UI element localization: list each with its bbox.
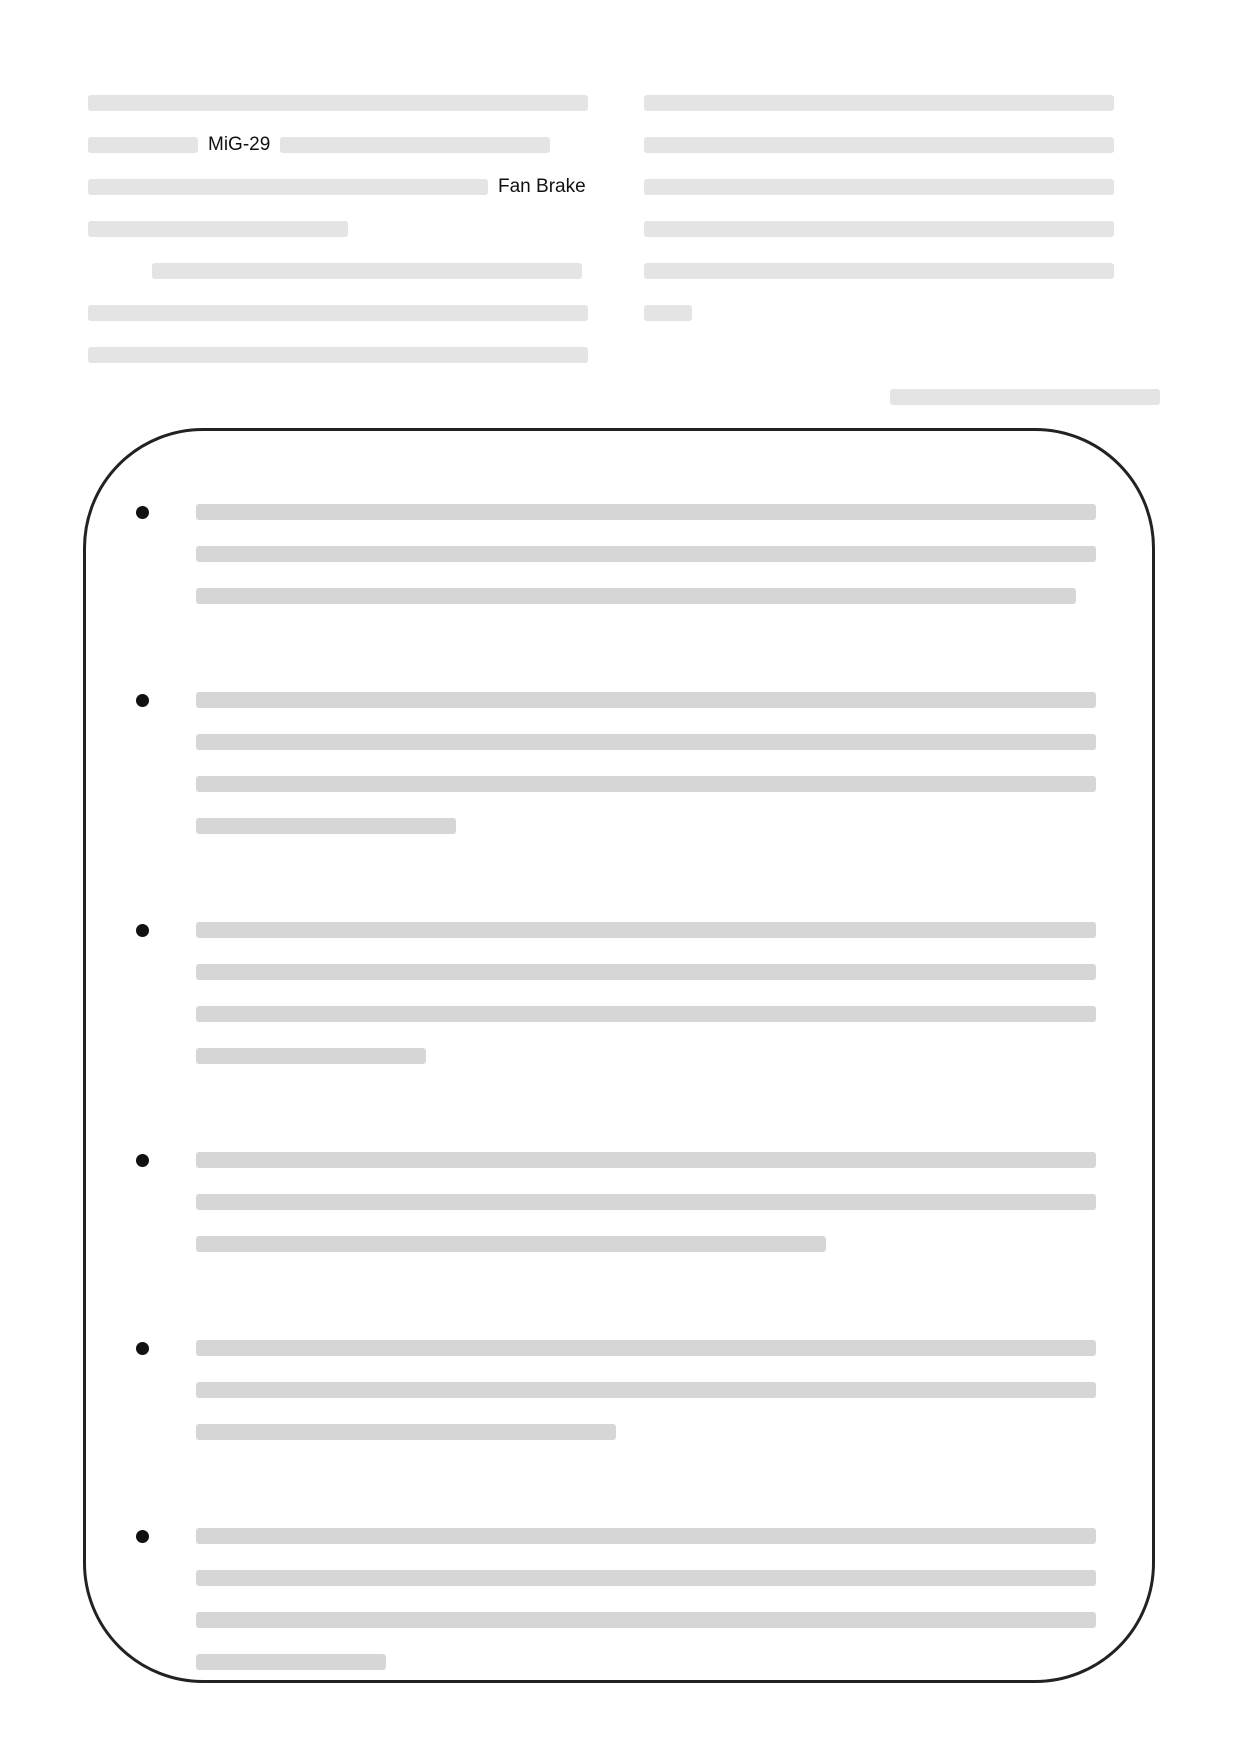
bullet-icon (136, 1154, 149, 1167)
text-line (644, 82, 1160, 124)
highlight-item (136, 909, 1104, 1077)
bullet-icon (136, 1530, 149, 1543)
text-line (644, 250, 1160, 292)
highlight-item (136, 1515, 1104, 1683)
aircraft-model-text: MiG-29 (208, 134, 271, 155)
text-line (88, 124, 604, 166)
highlight-item (136, 679, 1104, 847)
bullet-icon (136, 924, 149, 937)
text-line (152, 250, 604, 292)
text-line (644, 208, 1160, 250)
bullet-icon (136, 694, 149, 707)
article-right-column (644, 82, 1160, 334)
text-line (88, 208, 604, 250)
source-citation (860, 376, 1160, 418)
highlight-item (136, 1327, 1104, 1453)
text-line (88, 334, 604, 376)
text-line (644, 166, 1160, 208)
highlights-list (136, 491, 1104, 1745)
text-line (644, 292, 1160, 334)
text-line (88, 82, 604, 124)
article-continuation (88, 82, 1160, 422)
highlight-item (136, 1139, 1104, 1265)
article-left-column (88, 82, 604, 376)
page-number (1123, 38, 1163, 68)
highlights-box (83, 428, 1155, 1683)
text-line (644, 124, 1160, 166)
bullet-icon (136, 506, 149, 519)
text-line (88, 166, 604, 208)
technique-name-text: Fan Brake (498, 176, 586, 197)
highlight-item (136, 491, 1104, 617)
text-line (88, 292, 604, 334)
bullet-icon (136, 1342, 149, 1355)
